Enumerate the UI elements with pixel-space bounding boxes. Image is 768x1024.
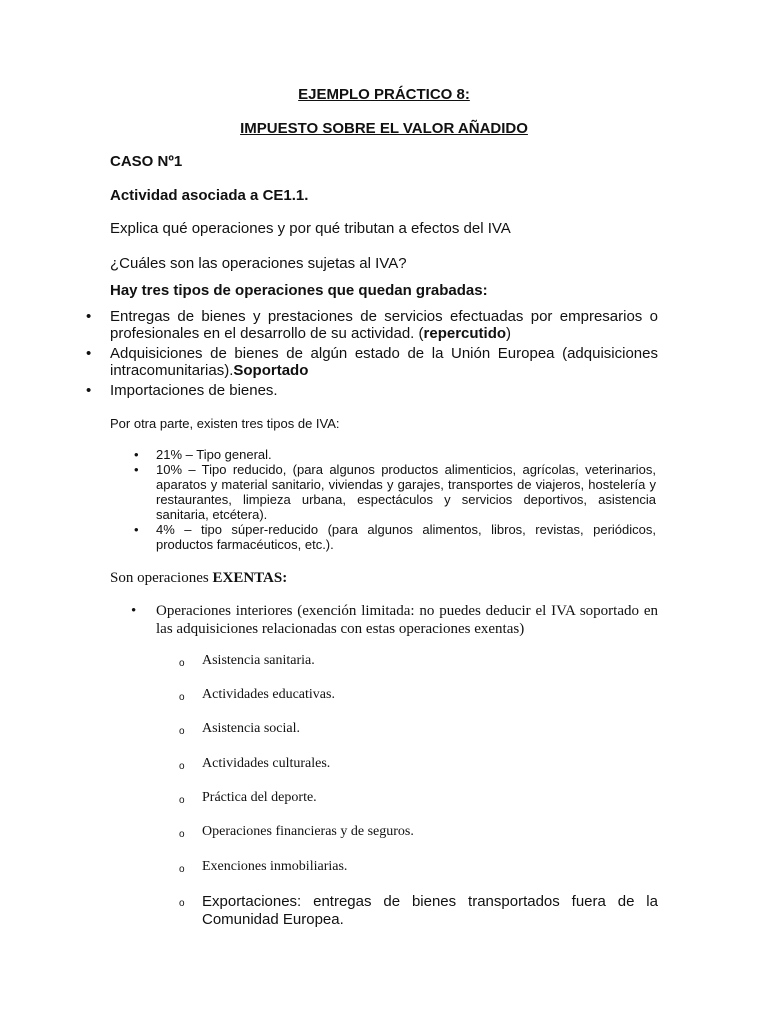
exempt-item: Asistencia social.	[202, 721, 300, 736]
bullet-icon: •	[86, 308, 92, 325]
circle-bullet-icon: o	[179, 726, 185, 737]
bullet-icon: •	[134, 447, 139, 462]
iva-intro: Por otra parte, existen tres tipos de IVA:	[110, 416, 340, 431]
bullet-icon: •	[86, 382, 92, 399]
circle-bullet-icon: o	[179, 795, 185, 806]
exempt-item: Práctica del deporte.	[202, 790, 317, 805]
iva-type-text: 4% – tipo súper-reducido (para algunos alimentos, libros, revistas, periódicos, productos farmacéuticos, etc.).	[156, 522, 656, 552]
iva-type-item	[134, 462, 656, 522]
exempt-item-export: Exportaciones: entregas de bienes transportados fuera de la Comunidad Europea.	[202, 893, 658, 928]
operation-item	[86, 382, 658, 399]
circle-bullet-icon: o	[179, 829, 185, 840]
circle-bullet-icon: o	[179, 658, 185, 669]
exempt-main-item	[131, 602, 658, 638]
exempt-item: Actividades educativas.	[202, 687, 335, 702]
exempt-item: Actividades culturales.	[202, 756, 331, 771]
prompt-text: Explica qué operaciones y por qué tributan a efectos del IVA	[110, 220, 511, 237]
case-heading: CASO Nº1	[110, 153, 183, 170]
iva-type-text: 21% – Tipo general.	[156, 447, 272, 462]
bullet-icon: •	[134, 462, 139, 477]
activity-heading: Actividad asociada a CE1.1.	[110, 187, 309, 204]
operation-text: Adquisiciones de bienes de algún estado de la Unión Europea (adquisiciones intracomunitarias).	[110, 345, 658, 379]
operation-bold: Soportado	[233, 362, 309, 379]
circle-bullet-icon: o	[179, 761, 185, 772]
bullet-icon: •	[134, 522, 139, 537]
page-subtitle: IMPUESTO SOBRE EL VALOR AÑADIDO	[240, 120, 528, 137]
bullet-icon: •	[86, 345, 92, 362]
page-title: EJEMPLO PRÁCTICO 8:	[298, 86, 470, 103]
operation-tail: )	[506, 325, 512, 342]
exempt-item: Operaciones financieras y de seguros.	[202, 824, 414, 839]
operation-item	[86, 345, 658, 379]
circle-bullet-icon: o	[179, 864, 185, 875]
iva-type-text: 10% – Tipo reducido, (para algunos productos alimenticios, agrícolas, veterinarios, aparatos y material sanitario, viviendas y garajes, transportes de viajeros, hostelería y restaurantes, limpieza urbana, espectáculos y servicios deportivos, asistencia sanitaria, etcétera).	[156, 462, 656, 522]
operation-text: Entregas de bienes y prestaciones de servicios efectuadas por empresarios o profesionales en el desarrollo de su actividad. (	[110, 308, 658, 342]
exempt-main-text: Operaciones interiores (exención limitada: no puedes deducir el IVA soportado en las adquisiciones relacionadas con estas operaciones exentas)	[156, 603, 658, 637]
circle-bullet-icon: o	[179, 898, 185, 909]
exempt-intro-text: Son operaciones	[110, 570, 213, 586]
exempt-bold-text: EXENTAS:	[212, 570, 288, 586]
exempt-intro	[110, 569, 287, 587]
operation-bold: repercutido	[423, 325, 507, 342]
operation-item	[86, 308, 658, 342]
answer-heading: Hay tres tipos de operaciones que quedan grabadas:	[110, 282, 488, 299]
circle-bullet-icon: o	[179, 692, 185, 703]
iva-type-item	[134, 522, 656, 552]
question-text: ¿Cuáles son las operaciones sujetas al IVA?	[110, 255, 407, 272]
operation-text: Importaciones de bienes.	[110, 382, 278, 399]
exempt-item: Exenciones inmobiliarias.	[202, 859, 348, 874]
exempt-item: Asistencia sanitaria.	[202, 653, 315, 668]
iva-type-item	[134, 447, 656, 462]
bullet-icon: •	[131, 603, 137, 619]
